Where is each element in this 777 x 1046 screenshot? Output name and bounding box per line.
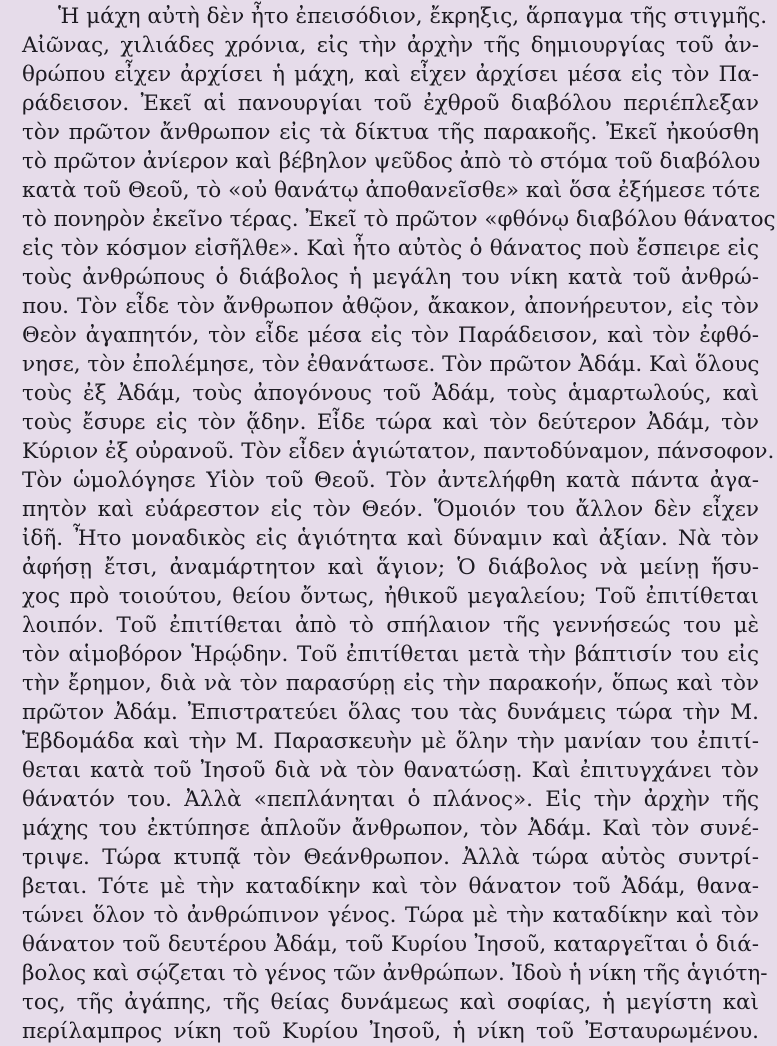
text-line: Κύριον ἐξ οὐρανοῦ. Τὸν εἶδεν ἁγιώτατον, παντοδύναμον, πάνσοφον. <box>22 439 775 464</box>
text-line: νησε, τὸν ἐπολέμησε, τὸν ἐθανάτωσε. Τὸν πρῶτον Ἀδάμ. Καὶ ὅλους <box>22 352 760 377</box>
text-line: τριψε. Τώρα κτυπᾷ τὸν Θεάνθρωπον. Ἀλλὰ τώρα αὐτὸς συντρί- <box>22 845 759 870</box>
text-line: ἀφήσῃ ἔτσι, ἀναμάρτητον καὶ ἅγιον; Ὁ διάβολος νὰ μείνῃ ἥσυ- <box>22 555 759 580</box>
text-line: τὸν πρῶτον ἄνθρωπον εἰς τὰ δίκτυα τῆς παρακοῆς. Ἐκεῖ ἠκούσθη <box>22 120 759 145</box>
text-line: ἰδῆ. Ἦτο μοναδικὸς εἰς ἁγιότητα καὶ δύναμιν καὶ ἀξίαν. Νὰ τὸν <box>22 526 759 551</box>
text-line: βεται. Τότε μὲ τὴν καταδίκην καὶ τὸν θάνατον τοῦ Ἀδάμ, θανα- <box>22 874 759 899</box>
text-line: πρῶτον Ἀδάμ. Ἐπιστρατεύει ὅλας του τὰς δυνάμεις τώρα τὴν Μ. <box>22 700 759 725</box>
text-line: χος πρὸ τοιούτου, θείου ὄντως, ἠθικοῦ μεγαλείου; Τοῦ ἐπιτίθεται <box>22 584 759 609</box>
text-line: ράδεισον. Ἐκεῖ αἱ πανουργίαι τοῦ ἐχθροῦ διαβόλου περιέπλεξαν <box>22 91 759 116</box>
text-line: πητὸν καὶ εὐάρεστον εἰς τὸν Θεόν. Ὅμοιόν του ἄλλον δὲν εἶχεν <box>22 497 759 522</box>
text-line: περίλαμπρος νίκη τοῦ Κυρίου Ἰησοῦ, ἡ νίκη τοῦ Ἐσταυρωμένου. <box>22 1019 759 1044</box>
text-line: τος, τῆς ἀγάπης, τῆς θείας δυνάμεως καὶ σοφίας, ἡ μεγίστη καὶ <box>22 990 759 1015</box>
text-line: κατὰ τοῦ Θεοῦ, τὸ «οὐ θανάτῳ ἀποθανεῖσθε» καὶ ὅσα ἐξήμεσε τότε <box>22 178 760 203</box>
text-line: θάνατόν του. Ἀλλὰ «πεπλάνηται ὁ πλάνος». Εἰς τὴν ἀρχὴν τῆς <box>22 787 759 812</box>
text-line: τώνει ὅλον τὸ ἀνθρώπινον γένος. Τώρα μὲ τὴν καταδίκην καὶ τὸν <box>22 903 759 928</box>
text-line: εἰς τὸν κόσμον εἰσῆλθε». Καὶ ἦτο αὐτὸς ὁ θάνατος ποὺ ἔσπειρε εἰς <box>22 236 759 261</box>
text-line: λοιπόν. Τοῦ ἐπιτίθεται ἀπὸ τὸ σπήλαιον τῆς γεννήσεώς του μὲ <box>22 613 759 638</box>
text-line: Τὸν ὡμολόγησε Υἱὸν τοῦ Θεοῦ. Τὸν ἀντελήφθη κατὰ πάντα ἀγα- <box>22 468 759 493</box>
text-line: μάχης του ἐκτύπησε ἁπλοῦν ἄνθρωπον, τὸν Ἀδάμ. Καὶ τὸν συνέ- <box>22 816 759 841</box>
text-line: Θεὸν ἀγαπητόν, τὸν εἶδε μέσα εἰς τὸν Παράδεισον, καὶ τὸν ἐφθό- <box>22 323 759 348</box>
text-line: τὴν ἔρημον, διὰ νὰ τὸν παρασύρῃ εἰς τὴν παρακοήν, ὅπως καὶ τὸν <box>22 671 759 696</box>
text-line: τοὺς ἐξ Ἀδάμ, τοὺς ἀπογόνους τοῦ Ἀδάμ, τοὺς ἁμαρτωλούς, καὶ <box>22 381 759 406</box>
text-line: βολος καὶ σῴζεται τὸ γένος τῶν ἀνθρώπων. Ἰδοὺ ἡ νίκη τῆς ἁγιότη- <box>22 961 768 986</box>
text-line: Ἑβδομάδα καὶ τὴν Μ. Παρασκευὴν μὲ ὅλην τὴν μανίαν του ἐπιτί- <box>22 729 759 754</box>
text-line: τὸν αἱμοβόρον Ἡρῴδην. Τοῦ ἐπιτίθεται μετὰ τὴν βάπτισίν του εἰς <box>22 642 759 667</box>
body-text <box>22 2 776 1046</box>
text-line: τὸ πονηρὸν ἐκεῖνο τέρας. Ἐκεῖ τὸ πρῶτον «φθόνῳ διαβόλου θάνατος <box>22 207 776 232</box>
text-line: τοὺς ἔσυρε εἰς τὸν ᾅδην. Εἶδε τώρα καὶ τὸν δεύτερον Ἀδάμ, τὸν <box>22 410 759 435</box>
text-line: Ἡ μάχη αὐτὴ δὲν ἦτο ἐπεισόδιον, ἔκρηξις, ἅρπαγμα τῆς στιγμῆς. <box>58 4 768 29</box>
text-line: που. Τὸν εἶδε τὸν ἄνθρωπον ἀθῷον, ἄκακον, ἀπονήρευτον, εἰς τὸν <box>22 294 759 319</box>
text-line: τὸ πρῶτον ἀνίερον καὶ βέβηλον ψεῦδος ἀπὸ τὸ στόμα τοῦ διαβόλου <box>22 149 761 174</box>
text-line: τοὺς ἀνθρώπους ὁ διάβολος ἡ μεγάλη του νίκη κατὰ τοῦ ἀνθρώ- <box>22 265 759 290</box>
text-line: θεται κατὰ τοῦ Ἰησοῦ διὰ νὰ τὸν θανατώσῃ. Καὶ ἐπιτυγχάνει τὸν <box>22 758 759 783</box>
text-line: θρώπου εἶχεν ἀρχίσει ἡ μάχη, καὶ εἶχεν ἀρχίσει μέσα εἰς τὸν Πα- <box>22 62 759 87</box>
text-line: Αἰῶνας, χιλιάδες χρόνια, εἰς τὴν ἀρχὴν τῆς δημιουργίας τοῦ ἀν- <box>22 33 759 58</box>
text-line: θάνατον τοῦ δευτέρου Ἀδάμ, τοῦ Κυρίου Ἰησοῦ, καταργεῖται ὁ διά- <box>22 932 759 957</box>
